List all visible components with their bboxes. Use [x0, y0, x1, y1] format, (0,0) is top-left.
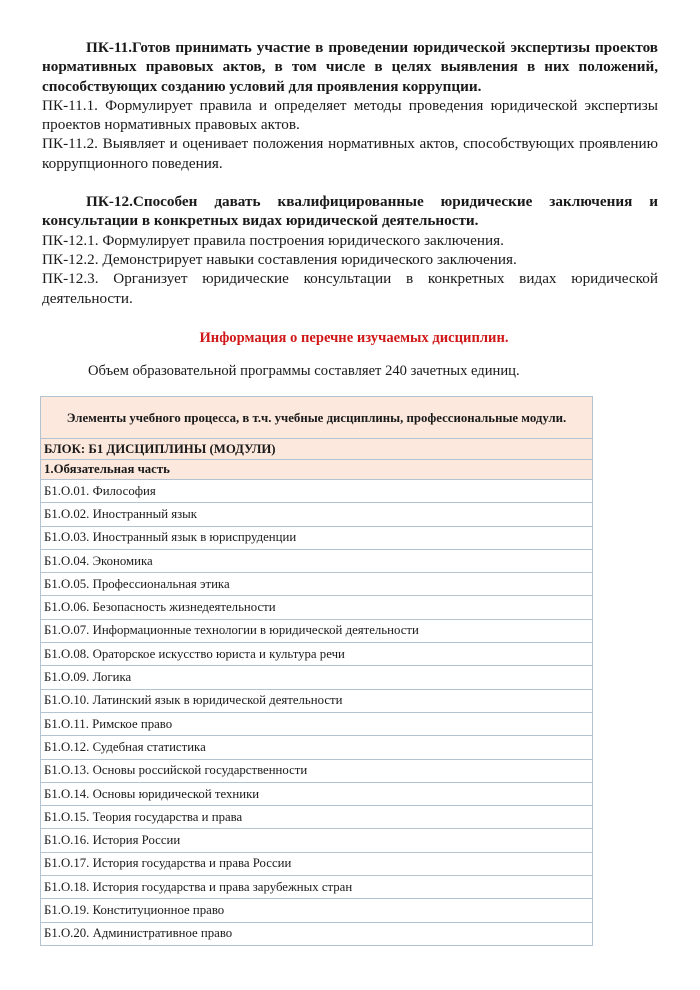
part-cell: 1.Обязательная часть: [41, 460, 593, 480]
discipline-cell: Б1.О.02. Иностранный язык: [41, 503, 593, 526]
table-row: [41, 503, 593, 526]
section-title: Информация о перечне изучаемых дисциплин.: [199, 329, 509, 346]
discipline-cell: Б1.О.08. Ораторское искусство юриста и культура речи: [41, 643, 593, 666]
spacer: [42, 173, 658, 192]
table-row: [41, 619, 593, 642]
discipline-cell: Б1.О.15. Теория государства и права: [41, 806, 593, 829]
table-row: [41, 876, 593, 899]
table-row: [41, 759, 593, 782]
table-row: [41, 736, 593, 759]
discipline-cell: Б1.О.18. История государства и права зарубежных стран: [41, 876, 593, 899]
indicator-pk12-2: ПК-12.2. Демонстрирует навыки составления юридического заключения.: [42, 250, 517, 268]
indicator-pk11-1: ПК-11.1. Формулирует правила и определяет методы проведения юридической экспертизы проектов нормативных правовых актов.: [42, 96, 658, 134]
discipline-cell: Б1.О.11. Римское право: [41, 712, 593, 735]
table-row: [41, 643, 593, 666]
table-row: [41, 666, 593, 689]
table-row: [41, 549, 593, 572]
indicator-pk12-1: ПК-12.1. Формулирует правила построения юридического заключения.: [42, 231, 504, 249]
competency-pk11-heading: ПК-11.Готов принимать участие в проведении юридической экспертизы проектов нормативных правовых актов, в том числе в целях выявления в них положений, способствующих созданию условий для проявления коррупции.: [42, 39, 658, 95]
table-header-row: [41, 397, 593, 439]
discipline-cell: Б1.О.12. Судебная статистика: [41, 736, 593, 759]
part-row: [41, 460, 593, 480]
discipline-cell: Б1.О.20. Административное право: [41, 922, 593, 945]
discipline-cell: Б1.О.17. История государства и права России: [41, 852, 593, 875]
table-row: [41, 852, 593, 875]
competency-pk12-heading: ПК-12.Способен давать квалифицированные юридические заключения и консультации в конкретных видах юридической деятельности.: [42, 193, 658, 230]
table-row: [41, 829, 593, 852]
table-row: [41, 526, 593, 549]
discipline-cell: Б1.О.19. Конституционное право: [41, 899, 593, 922]
discipline-cell: Б1.О.06. Безопасность жизнедеятельности: [41, 596, 593, 619]
discipline-cell: Б1.О.01. Философия: [41, 480, 593, 503]
table-row: [41, 573, 593, 596]
document-page: [42, 38, 658, 380]
discipline-cell: Б1.О.05. Профессиональная этика: [41, 573, 593, 596]
discipline-cell: Б1.О.04. Экономика: [41, 549, 593, 572]
indicator-pk12-3: ПК-12.3. Организует юридические консультации в конкретных видах юридической деятельности.: [42, 270, 658, 307]
discipline-cell: Б1.О.07. Информационные технологии в юридической деятельности: [41, 619, 593, 642]
indicator-pk11-2: ПК-11.2. Выявляет и оценивает положения нормативных актов, способствующих проявлению коррупционного поведения.: [42, 135, 658, 172]
table-row: [41, 596, 593, 619]
discipline-cell: Б1.О.13. Основы российской государственности: [41, 759, 593, 782]
table-row: [41, 480, 593, 503]
disciplines-table: [40, 396, 593, 946]
block-cell: БЛОК: Б1 ДИСЦИПЛИНЫ (МОДУЛИ): [41, 439, 593, 460]
table-row: [41, 899, 593, 922]
table-row: [41, 712, 593, 735]
block-row: [41, 439, 593, 460]
program-volume-text: Объем образовательной программы составляет 240 зачетных единиц.: [88, 362, 520, 379]
discipline-cell: Б1.О.16. История России: [41, 829, 593, 852]
discipline-cell: Б1.О.14. Основы юридической техники: [41, 782, 593, 805]
discipline-cell: Б1.О.03. Иностранный язык в юриспруденции: [41, 526, 593, 549]
table-row: [41, 689, 593, 712]
table-row: [41, 806, 593, 829]
discipline-cell: Б1.О.10. Латинский язык в юридической деятельности: [41, 689, 593, 712]
table-row: [41, 782, 593, 805]
table-header-cell: Элементы учебного процесса, в т.ч. учебные дисциплины, профессиональные модули.: [41, 397, 593, 439]
table-row: [41, 922, 593, 945]
discipline-cell: Б1.О.09. Логика: [41, 666, 593, 689]
